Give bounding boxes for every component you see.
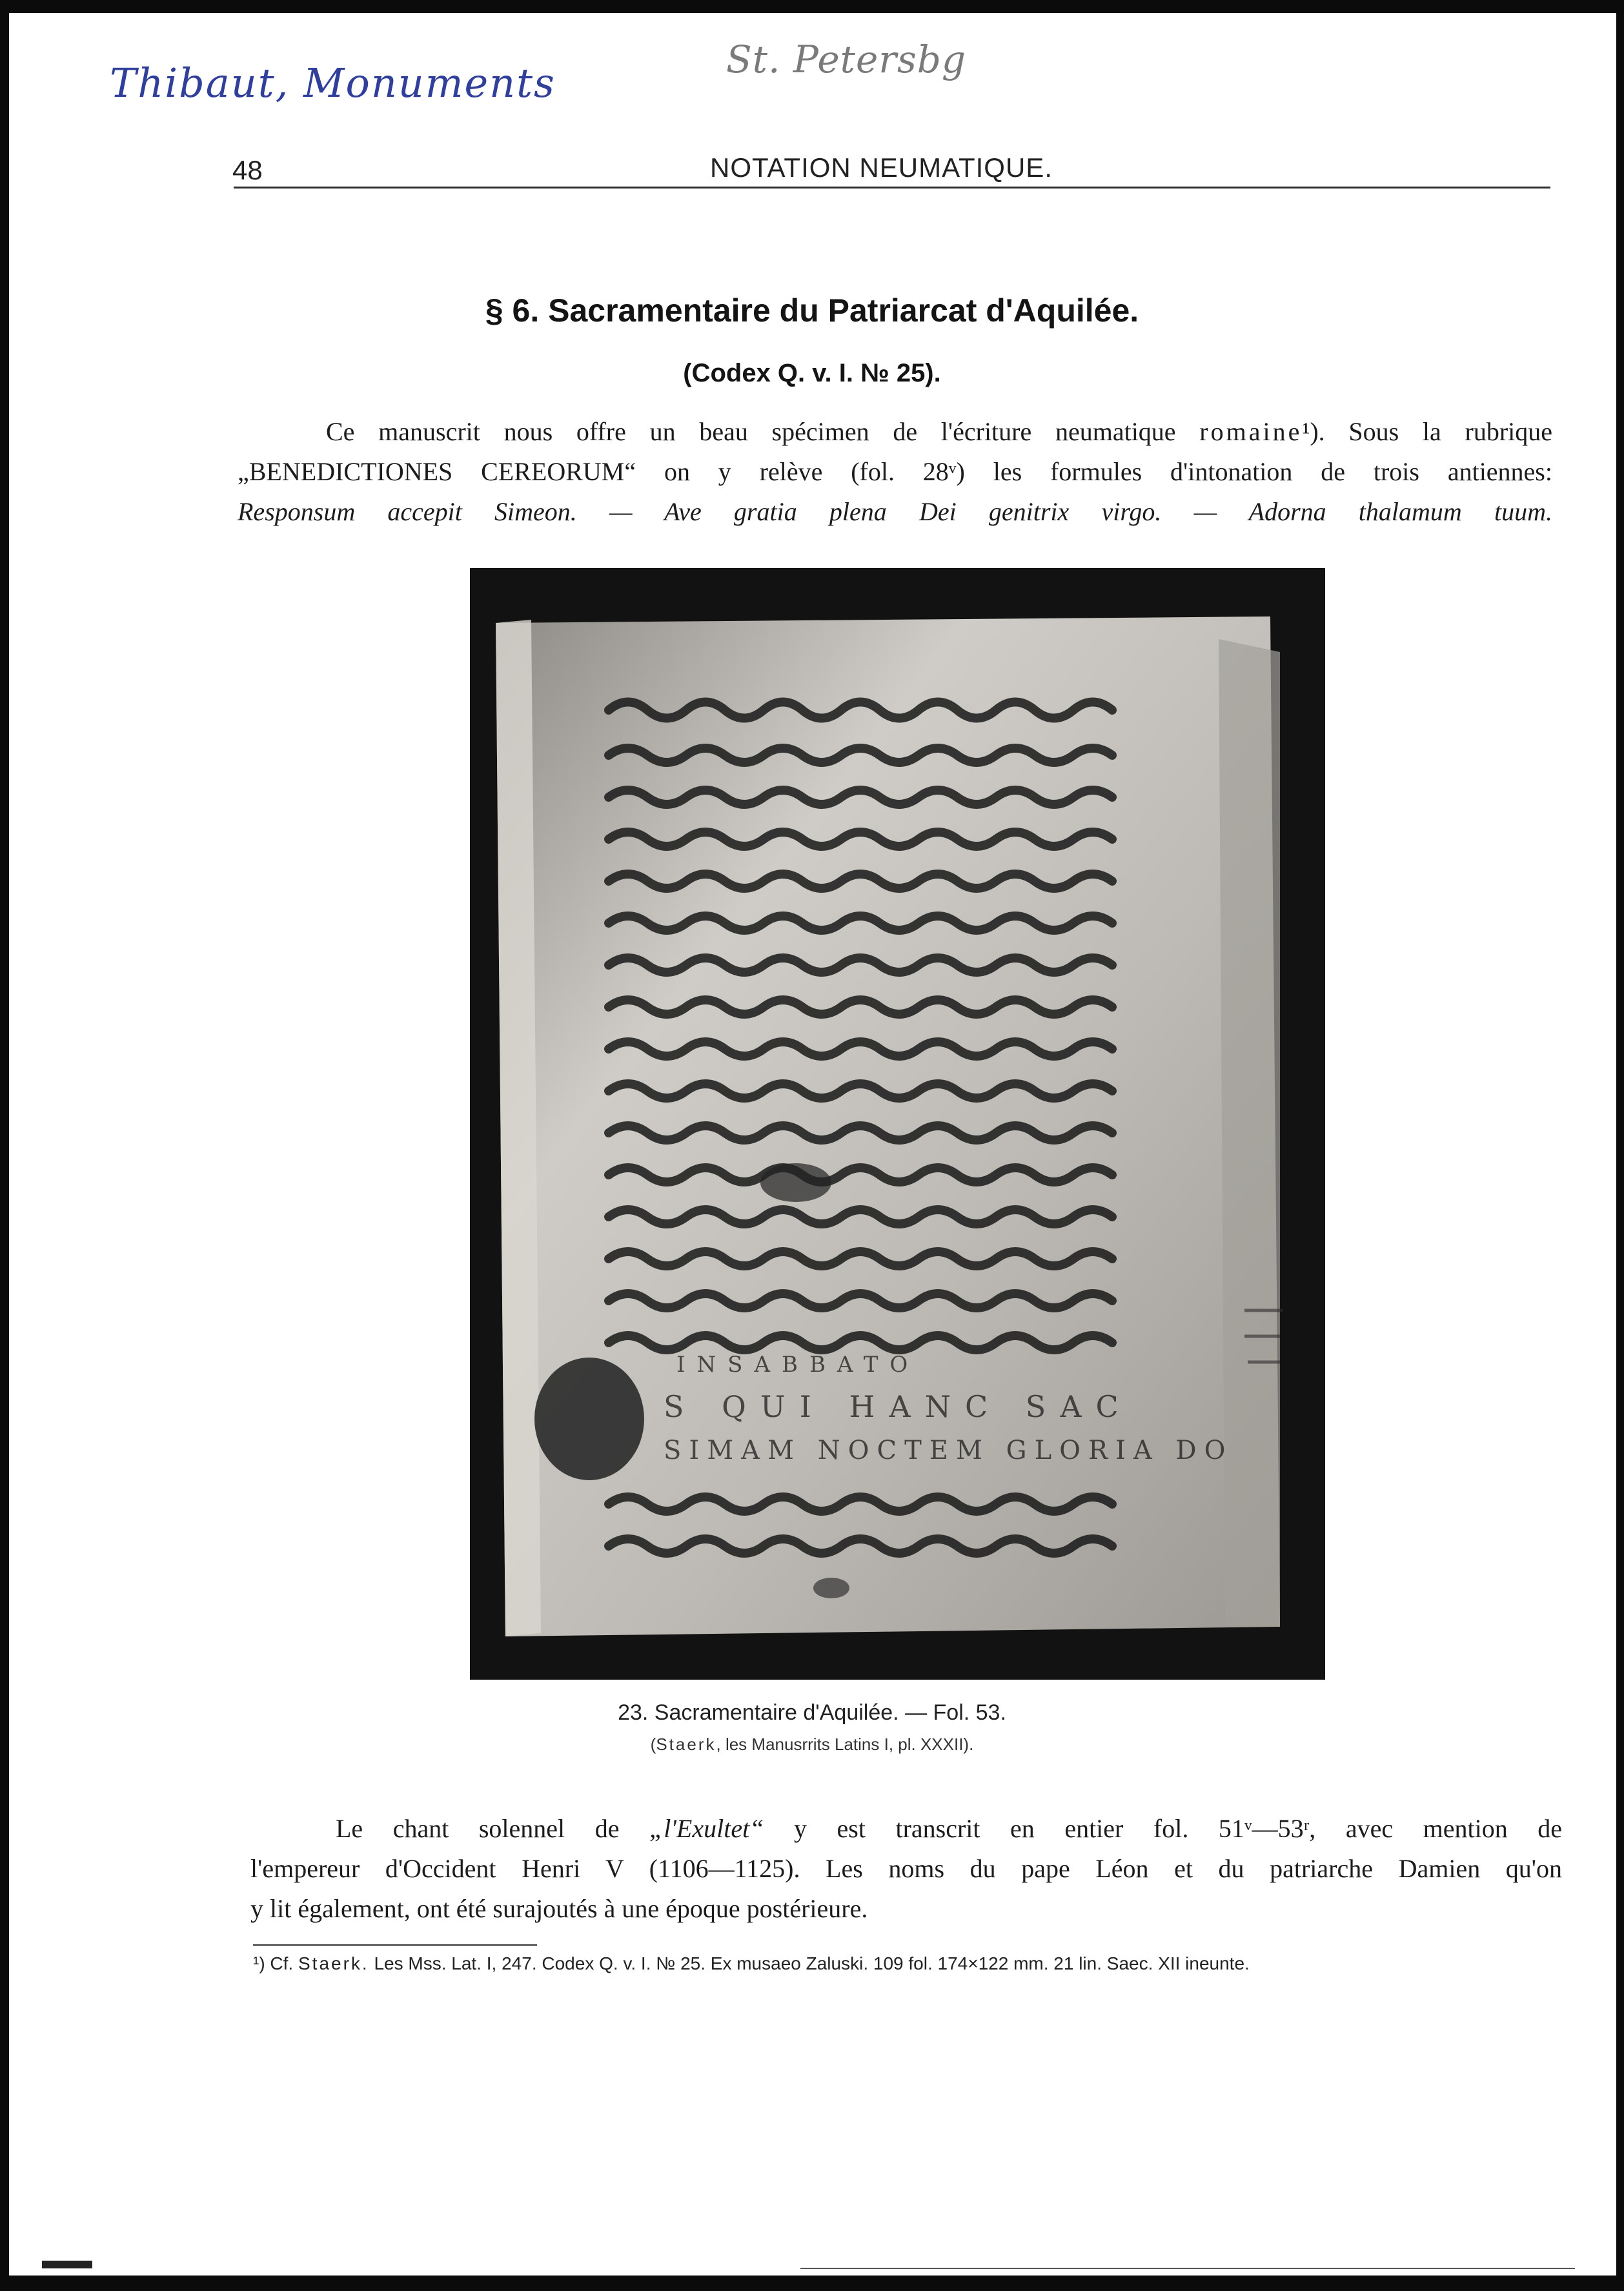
figure-source-rest: , les Manusrrits Latins I, pl. XXXII). (716, 1735, 974, 1754)
footnote (253, 1953, 1518, 1974)
intro-line-1 (326, 412, 1552, 452)
footnote-rule (253, 1944, 537, 1946)
body-text-end: y est transcrit en entier fol. 51ᵛ—53ʳ, avec mention de (793, 1814, 1562, 1843)
handwritten-note-left: Thibaut, Monuments (110, 59, 556, 107)
intro-emphasis: romaine (1199, 417, 1303, 446)
intro-text: Ce manuscrit nous offre un beau spécimen de l'écriture neumatique (326, 417, 1176, 446)
svg-text:S QUI HANC SAC: S QUI HANC SAC (664, 1389, 1133, 1424)
body-line-3: y lit également, ont été surajoutés à une époque postérieure. (250, 1894, 868, 1923)
manuscript-photo (470, 568, 1325, 1680)
body-emphasis: „l'Exultet“ (649, 1814, 764, 1843)
body-line-2: l'empereur d'Occident Henri V (1106—1125). Les noms du pape Léon et du patriarche Damien qu'on (250, 1854, 1562, 1883)
handwritten-note-top: St. Petersbg (726, 37, 967, 81)
running-title: NOTATION NEUMATIQUE. (710, 152, 1053, 183)
intro-line-2: „BENEDICTIONES CEREORUM“ on y relève (fol. 28ᵛ) les formules d'intonation de trois antiennes: (238, 457, 1552, 486)
svg-text:INSABBATO: INSABBATO (676, 1352, 920, 1378)
svg-text:SIMAM NOCTEM GLORIA DO: SIMAM NOCTEM GLORIA DO (664, 1436, 1233, 1465)
figure-source (0, 1735, 1624, 1755)
figure-caption: 23. Sacramentaire d'Aquilée. — Fol. 53. (618, 1700, 1006, 1725)
scan-corner-mark (42, 2261, 92, 2268)
figure-source-open: ( (650, 1735, 656, 1754)
scan-border-top (0, 0, 1624, 13)
section-title: § 6. Sacramentaire du Patriarcat d'Aquilée. (485, 292, 1139, 329)
scan-border-right (1616, 0, 1624, 2291)
footnote-author: Staerk. (298, 1953, 369, 1973)
footnote-marker: ¹) Cf. (253, 1953, 294, 1973)
intro-line-3: Responsum accepit Simeon. — Ave gratia plena Dei genitrix virgo. — Adorna thalamum tuum. (238, 497, 1552, 526)
body-text: Le chant solennel de (336, 1814, 620, 1843)
scan-border-left (0, 0, 9, 2291)
body-line-1 (336, 1809, 1562, 1849)
section-subtitle: (Codex Q. v. I. № 25). (683, 359, 941, 387)
scan-border-bottom (0, 2276, 1624, 2291)
header-rule (234, 187, 1550, 188)
intro-text-end: ¹). Sous la rubrique (1302, 417, 1552, 446)
scan-bottom-line (800, 2268, 1575, 2269)
figure-source-author: Staerk (656, 1735, 716, 1754)
footnote-text: Les Mss. Lat. I, 247. Codex Q. v. I. № 25. Ex musaeo Zaluski. 109 fol. 174×122 mm. 21 lin. Saec. XII ineunte. (374, 1953, 1250, 1973)
page-number: 48 (232, 155, 263, 185)
